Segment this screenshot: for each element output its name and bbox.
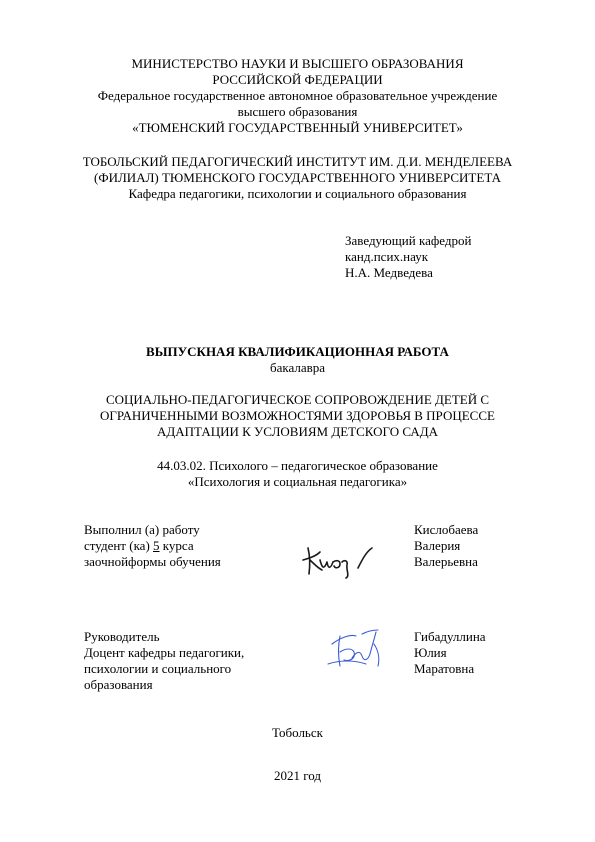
specialty-profile: «Психология и социальная педагогика» (187, 474, 408, 489)
work-type: ВЫПУСКНАЯ КВАЛИФИКАЦИОННАЯ РАБОТА (146, 344, 449, 359)
supervisor-first-name: Юлия (414, 645, 447, 660)
course-number: 5 (153, 538, 160, 553)
student-label-line-2: студент (ка) 5 курса (84, 538, 194, 553)
student-label-block (84, 522, 221, 570)
student-label-line-3: заочнойформы обучения (84, 554, 221, 569)
institution-line-1: Федеральное государственное автономное образовательное учреждение (97, 88, 498, 103)
student-patronymic: Валерьевна (414, 554, 478, 569)
ministry-header (0, 56, 595, 136)
student-signature (300, 538, 380, 580)
supervisor-surname: Гибадуллина (414, 629, 486, 644)
student-label-line-1: Выполнил (а) работу (84, 522, 200, 537)
student-surname: Кислобаева (414, 522, 479, 537)
supervisor-label-line-1: Руководитель (84, 629, 160, 644)
institute-header (0, 154, 595, 202)
supervisor-signature (326, 624, 390, 674)
institute-line-2: (ФИЛИАЛ) ТЮМЕНСКОГО ГОСУДАРСТВЕННОГО УНИВЕРСИТЕТА (94, 170, 501, 185)
thesis-title (0, 392, 595, 440)
city: Тобольск (272, 725, 323, 740)
supervisor-label-line-4: образования (84, 677, 153, 692)
supervisor-name-block (414, 629, 486, 677)
supervisor-patronymic: Маратовна (414, 661, 475, 676)
specialty-block (0, 458, 595, 490)
ministry-line-1: МИНИСТЕРСТВО НАУКИ И ВЫСШЕГО ОБРАЗОВАНИЯ (131, 56, 464, 71)
head-title: Заведующий кафедрой (345, 233, 472, 248)
university-name: «ТЮМЕНСКИЙ ГОСУДАРСТВЕННЫЙ УНИВЕРСИТЕТ» (132, 120, 463, 135)
work-level: бакалавра (269, 360, 326, 375)
supervisor-label-line-2: Доцент кафедры педагогики, (84, 645, 245, 660)
head-name: Н.А. Медведева (345, 265, 433, 280)
institution-line-2: высшего образования (237, 104, 358, 119)
thesis-title-line-1: СОЦИАЛЬНО-ПЕДАГОГИЧЕСКОЕ СОПРОВОЖДЕНИЕ ДЕТЕЙ С (105, 392, 490, 407)
student-first-name: Валерия (414, 538, 461, 553)
thesis-title-line-3: АДАПТАЦИИ К УСЛОВИЯМ ДЕТСКОГО САДА (157, 424, 438, 439)
head-of-department-block (345, 233, 471, 281)
supervisor-label-block (84, 629, 244, 693)
head-degree: канд.псих.наук (345, 249, 429, 264)
specialty-code: 44.03.02. Психолого – педагогическое образование (157, 458, 438, 473)
thesis-title-line-2: ОГРАНИЧЕННЫМИ ВОЗМОЖНОСТЯМИ ЗДОРОВЬЯ В ПРОЦЕССЕ (100, 408, 495, 423)
work-title-block (0, 344, 595, 376)
student-name-block (414, 522, 478, 570)
year: 2021 год (274, 768, 321, 783)
ministry-line-2: РОССИЙСКОЙ ФЕДЕРАЦИИ (212, 72, 383, 87)
institute-line-1: ТОБОЛЬСКИЙ ПЕДАГОГИЧЕСКИЙ ИНСТИТУТ ИМ. Д.И. МЕНДЕЛЕЕВА (82, 154, 513, 169)
supervisor-label-line-3: психологии и социального (84, 661, 232, 676)
department-name: Кафедра педагогики, психологии и социального образования (128, 186, 467, 201)
